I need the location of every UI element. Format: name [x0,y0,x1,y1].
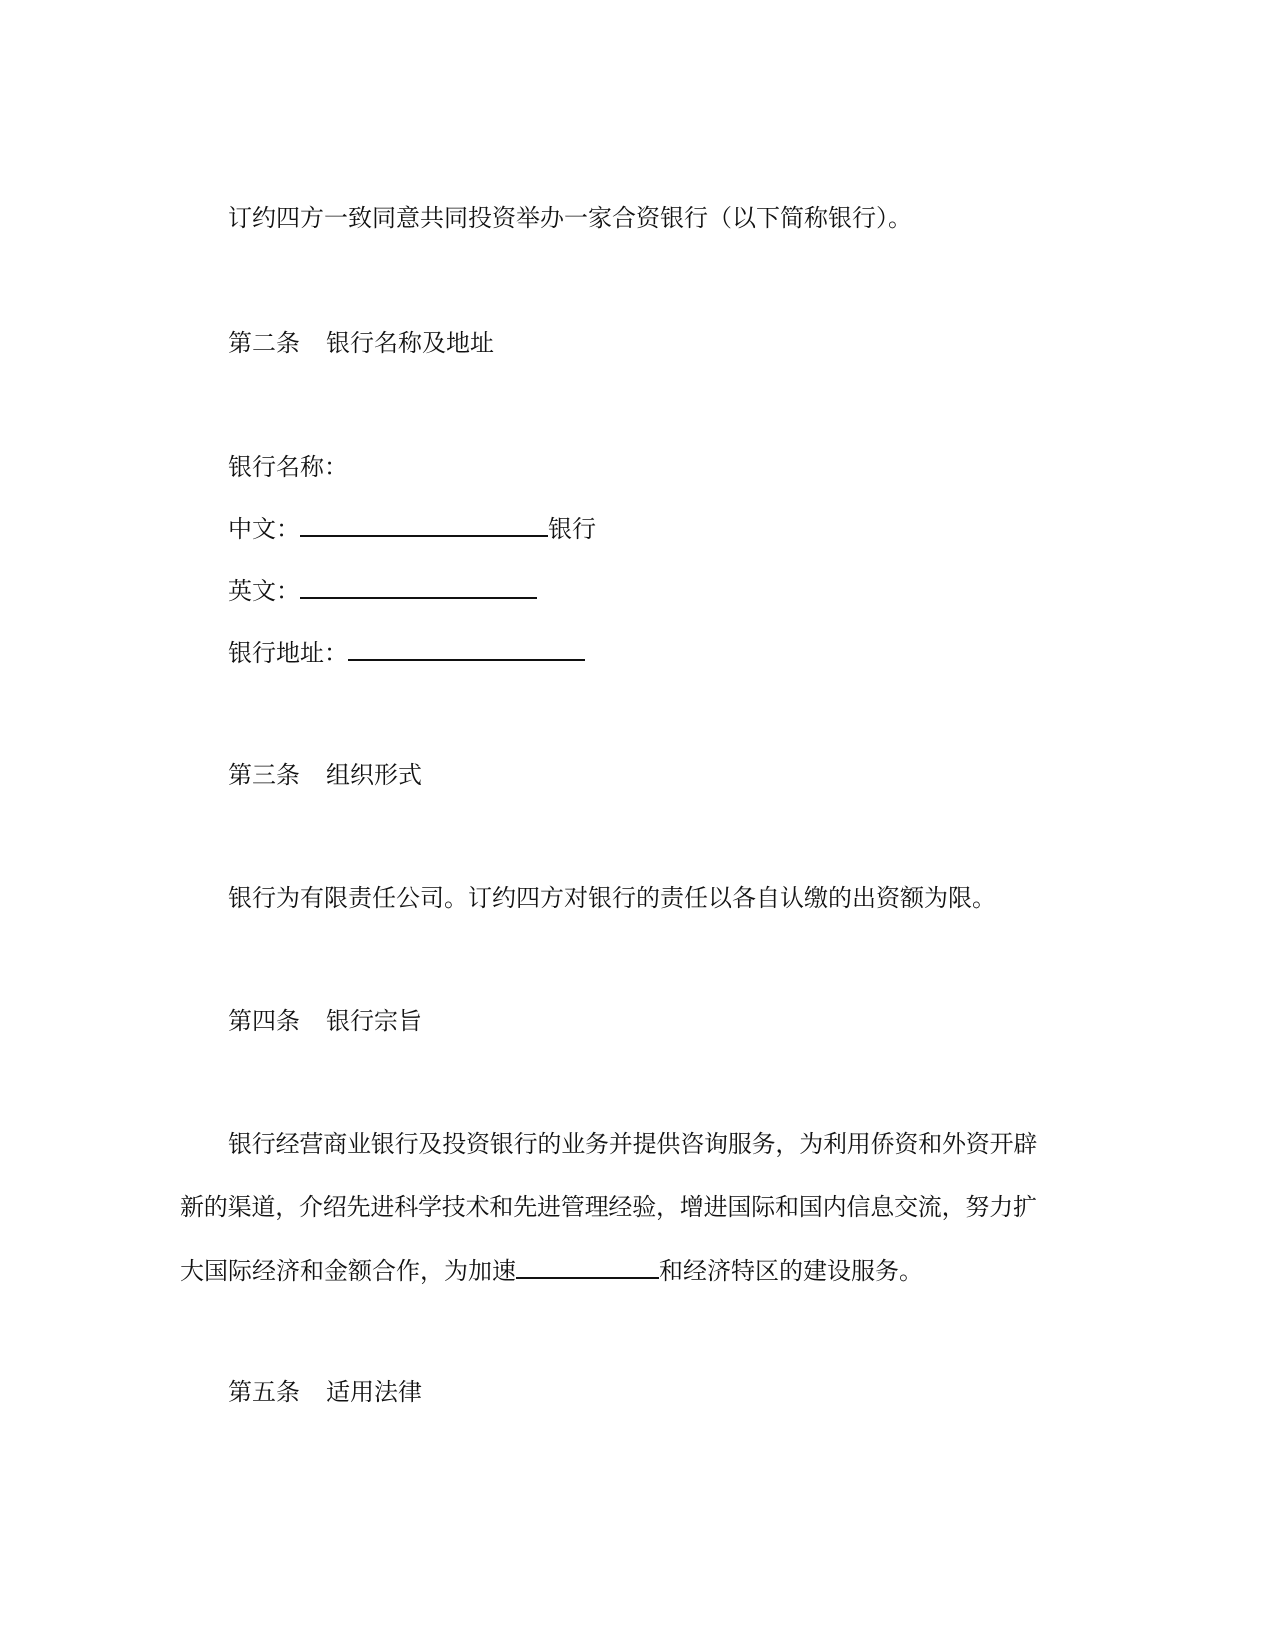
article-2-heading [228,328,494,358]
bank-address-blank[interactable] [348,637,585,661]
article-5-number: 第五条 [228,1378,300,1406]
purpose-text-after-blank: 和经济特区的建设服务。 [659,1257,923,1285]
region-blank[interactable] [516,1255,659,1279]
paragraph-purpose-line-3 [180,1255,923,1286]
article-5-heading [228,1377,422,1407]
article-4-number: 第四条 [228,1007,300,1035]
paragraph-purpose-line-1: 银行经营商业银行及投资银行的业务并提供咨询服务，为利用侨资和外资开辟 [228,1130,1038,1158]
article-2-number: 第二条 [228,329,300,357]
chinese-name-blank[interactable] [300,513,548,537]
paragraph-purpose-line-2: 新的渠道，介绍先进科学技术和先进管理经验，增进国际和国内信息交流，努力扩 [180,1193,1037,1221]
article-4-heading [228,1006,422,1036]
article-4-title: 银行宗旨 [326,1007,422,1035]
article-3-heading [228,760,422,790]
article-2-title: 银行名称及地址 [326,329,494,357]
bank-address-row [228,637,585,668]
english-name-label: 英文： [228,577,300,605]
article-5-title: 适用法律 [326,1378,422,1406]
article-3-number: 第三条 [228,761,300,789]
paragraph-organization: 银行为有限责任公司。订约四方对银行的责任以各自认缴的出资额为限。 [228,884,996,912]
english-name-blank[interactable] [300,575,537,599]
chinese-name-row [228,513,596,544]
chinese-name-label: 中文： [228,515,300,543]
article-3-title: 组织形式 [326,761,422,789]
bank-name-label: 银行名称： [228,453,348,481]
english-name-row [228,575,537,606]
bank-address-label: 银行地址： [228,639,348,667]
paragraph-intro: 订约四方一致同意共同投资举办一家合资银行（以下简称银行）。 [228,204,912,232]
chinese-name-suffix: 银行 [548,515,596,543]
purpose-text-before-blank: 大国际经济和金额合作，为加速 [180,1257,516,1285]
